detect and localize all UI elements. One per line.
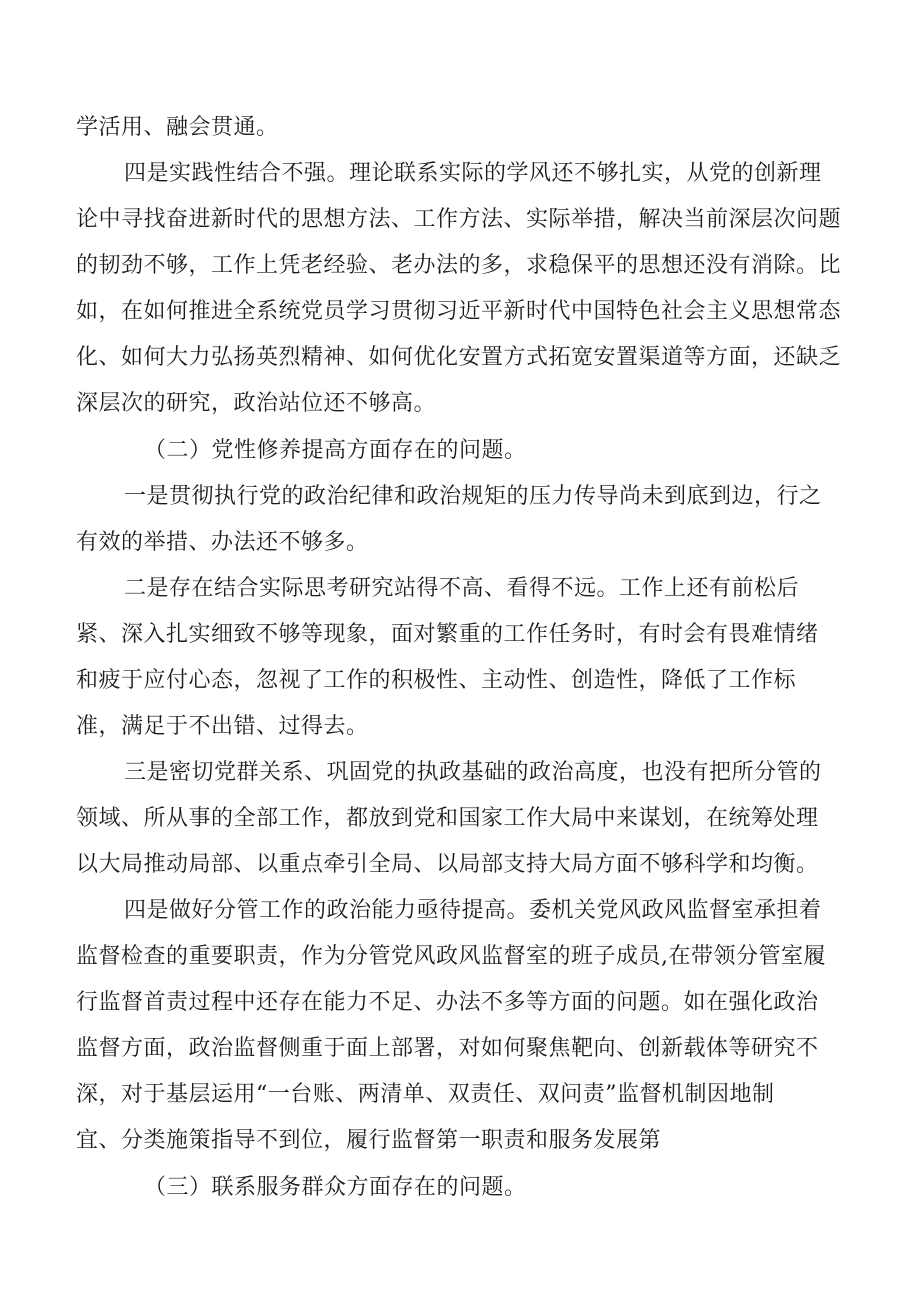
text-line: 论中寻找奋进新时代的思想方法、工作方法、实际举措，解决当前深层次问题 (76, 207, 842, 232)
text-line: 宜、分类施策指导不到位，履行监督第一职责和服务发展第 (76, 1128, 662, 1153)
text-line: 行监督首责过程中还存在能力不足、办法不多等方面的问题。如在强化政治 (76, 990, 819, 1015)
text-line: 以大局推动局部、以重点牵引全局、以局部支持大局方面不够科学和均衡。 (76, 852, 819, 877)
paragraph-line: 四是实践性结合不强。理论联系实际的学风还不够扎实，从党的创新理 (124, 161, 822, 186)
text-line: 准，满足于不出错、过得去。 (76, 714, 369, 739)
section-heading: （二）党性修养提高方面存在的问题。 (144, 438, 527, 463)
text-line: 的韧劲不够，工作上凭老经验、老办法的多，求稳保平的思想还没有消除。比 (76, 253, 842, 278)
text-line: 和疲于应付心态，忽视了工作的积极性、主动性、创造性，降低了工作标 (76, 668, 797, 693)
text-line: 紧、深入扎实细致不够等现象，面对繁重的工作任务时，有时会有畏难情绪 (76, 622, 819, 647)
section-heading: （三）联系服务群众方面存在的问题。 (144, 1175, 527, 1200)
text-line: 监督检查的重要职责，作为分管党风政风监督室的班子成员,在带领分管室履 (76, 944, 826, 969)
paragraph-line: 四是做好分管工作的政治能力亟待提高。委机关党风政风监督室承担着 (124, 898, 822, 923)
text-line: 化、如何大力弘扬英烈精神、如何优化安置方式拓宽安置渠道等方面，还缺乏 (76, 345, 842, 370)
text-line: 监督方面，政治监督侧重于面上部署，对如何聚焦靶向、创新载体等研究不 (76, 1036, 819, 1061)
text-line: 如，在如何推进全系统党员学习贯彻习近平新时代中国特色社会主义思想常态 (76, 299, 842, 324)
text-line: 深层次的研究，政治站位还不够高。 (76, 391, 437, 416)
paragraph-line: 一是贯彻执行党的政治纪律和政治规矩的压力传导尚未到底到边，行之 (124, 484, 822, 509)
paragraph-line: 二是存在结合实际思考研究站得不高、看得不远。工作上还有前松后 (124, 576, 800, 601)
text-line: 领域、所从事的全部工作，都放到党和国家工作大局中来谋划，在统筹处理 (76, 806, 819, 831)
text-line: 有效的举措、办法还不够多。 (76, 530, 369, 555)
text-line: 深，对于基层运用“一台账、两清单、双责任、双问责”监督机制因地制 (76, 1082, 775, 1107)
text-line: 学活用、融会贯通。 (76, 115, 279, 140)
paragraph-line: 三是密切党群关系、巩固党的执政基础的政治高度，也没有把所分管的 (124, 760, 822, 785)
